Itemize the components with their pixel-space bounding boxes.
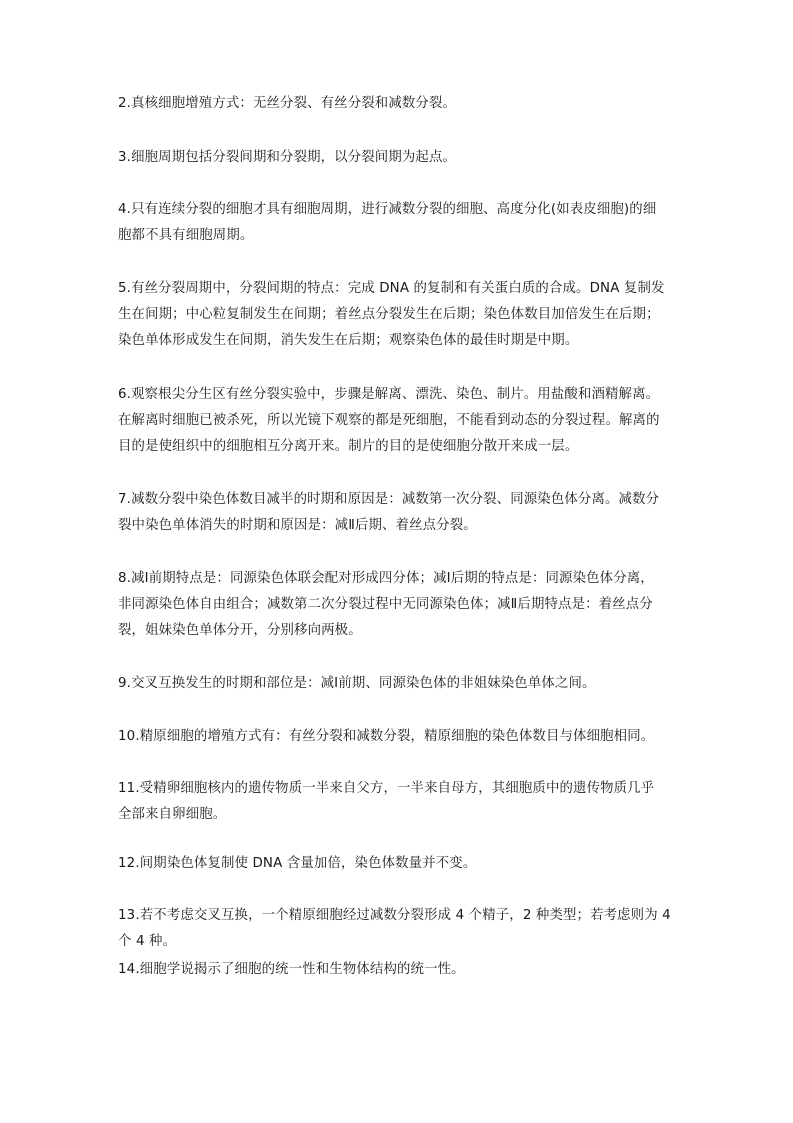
paragraph-line: 5.有丝分裂周期中，分裂间期的特点：完成 DNA 的复制和有关蛋白质的合成。DNA 复制发	[118, 281, 665, 296]
paragraph-line: 生在间期；中心粒复制发生在间期；着丝点分裂发生在后期；染色体数目加倍发生在后期；	[118, 307, 660, 322]
paragraph-line: 14.细胞学说揭示了细胞的统一性和生物体结构的统一性。	[118, 962, 465, 977]
paragraph-line: 12.间期染色体复制使 DNA 含量加倍，染色体数量并不变。	[118, 856, 477, 871]
paragraph-14	[118, 957, 678, 983]
paragraph-line: 9.交叉互换发生的时期和部位是：减Ⅰ前期、同源染色体的非姐妹染色单体之间。	[118, 676, 596, 691]
paragraph-line: 个 4 种。	[118, 934, 177, 949]
paragraph-line: 6.观察根尖分生区有丝分裂实验中，步骤是解离、漂洗、染色、制片。用盐酸和酒精解离。	[118, 387, 660, 402]
paragraph-9	[118, 671, 678, 697]
paragraph-line: 裂中染色单体消失的时期和原因是：减Ⅱ后期、着丝点分裂。	[118, 518, 477, 533]
paragraph-line: 3.细胞周期包括分裂间期和分裂期，以分裂间期为起点。	[118, 150, 457, 165]
paragraph-line: 非同源染色体自由组合；减数第二次分裂过程中无同源染色体；减Ⅱ后期特点是：着丝点分	[118, 597, 653, 612]
paragraph-line: 2.真核细胞增殖方式：无丝分裂、有丝分裂和减数分裂。	[118, 96, 457, 111]
paragraph-5	[118, 276, 678, 354]
paragraph-line: 全部来自卵细胞。	[118, 807, 227, 822]
paragraph-line: 4.只有连续分裂的细胞才具有细胞周期，进行减数分裂的细胞、高度分化(如表皮细胞)的细	[118, 202, 657, 217]
paragraph-6	[118, 382, 678, 460]
paragraph-4	[118, 197, 678, 249]
paragraph-line: 裂，姐妹染色单体分开，分别移向两极。	[118, 623, 362, 638]
paragraph-13	[118, 903, 678, 955]
paragraph-line: 7.减数分裂中染色体数目减半的时期和原因是：减数第一次分裂、同源染色体分离。减数分	[118, 492, 660, 507]
paragraph-11	[118, 776, 678, 828]
paragraph-line: 目的是使组织中的细胞相互分离开来。制片的目的是使细胞分散开来成一层。	[118, 439, 579, 454]
paragraph-line: 8.减Ⅰ前期特点是：同源染色体联会配对形成四分体；减Ⅰ后期的特点是：同源染色体分离，	[118, 571, 654, 586]
paragraph-line: 在解离时细胞已被杀死，所以光镜下观察的都是死细胞，不能看到动态的分裂过程。解离的	[118, 413, 660, 428]
paragraph-7	[118, 487, 678, 539]
paragraph-line: 10.精原细胞的增殖方式有：有丝分裂和减数分裂，精原细胞的染色体数目与体细胞相同。	[118, 729, 655, 744]
paragraph-line: 胞都不具有细胞周期。	[118, 228, 254, 243]
paragraph-8	[118, 566, 678, 644]
paragraph-line: 11.受精卵细胞核内的遗传物质一半来自父方，一半来自母方，其细胞质中的遗传物质几乎	[118, 781, 655, 796]
paragraph-3	[118, 145, 678, 171]
paragraph-10	[118, 724, 678, 750]
paragraph-line: 13.若不考虑交叉互换，一个精原细胞经过减数分裂形成 4 个精子，2 种类型；若考虑则为 4	[118, 908, 671, 923]
paragraph-line: 染色单体形成发生在间期，消失发生在后期；观察染色体的最佳时期是中期。	[118, 333, 579, 348]
paragraph-12	[118, 851, 678, 877]
paragraph-2	[118, 91, 678, 117]
